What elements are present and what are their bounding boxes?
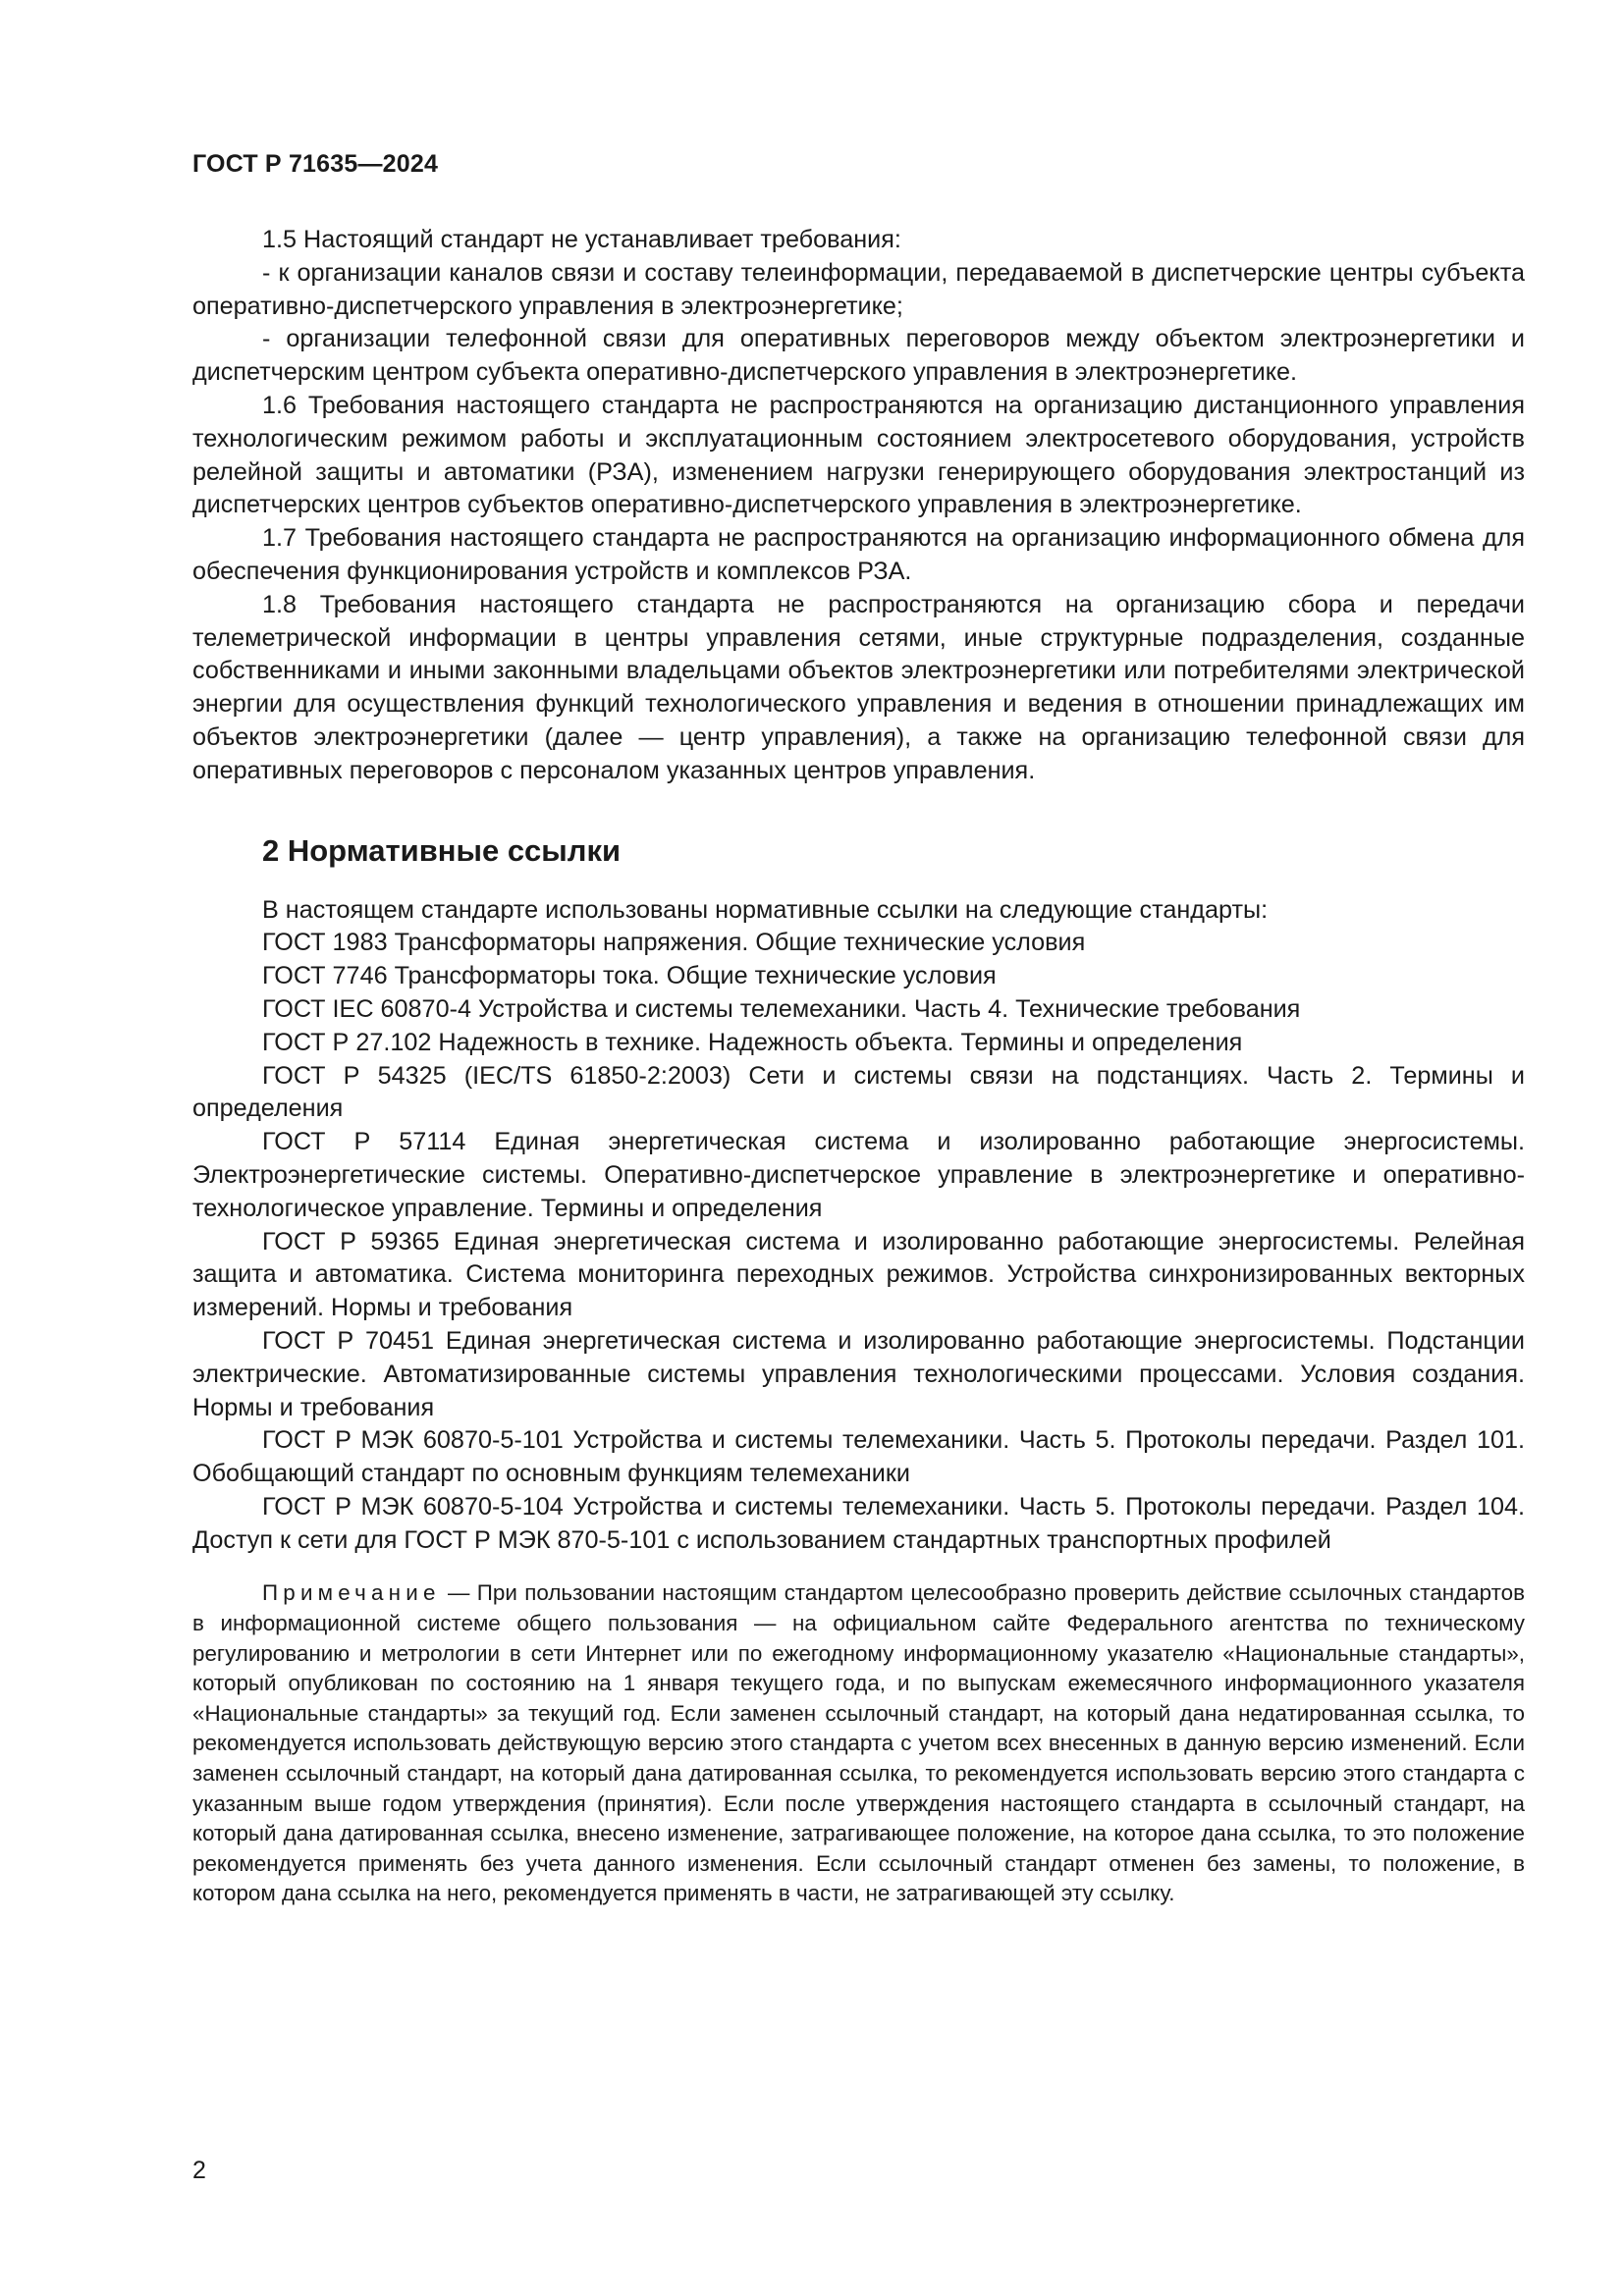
note-text: — При пользовании настоящим стандартом целесообразно проверить действие ссылочных стандартов в информационной системе общего пользования — на официальном сайте Федерального агентства по техническому регулированию и метрологии в сети Интернет или по ежегодному информационному указателю «Национальные стандарты», который опубликован по состоянию на 1 января текущего года, и по выпускам ежемесячного информационного указателя «Национальные стандарты» за текущий год. Если заменен ссылочный стандарт, на который дана недатированная ссылка, то рекомендуется использовать действующую версию этого стандарта с учетом всех внесенных в данную версию изменений. Если заменен ссылочный стандарт, на который дана датированная ссылка, то рекомендуется использовать версию этого стандарта с указанным выше годом утверждения (принятия). Если после утверждения настоящего стандарта в ссылочный стандарт, на который дана датированная ссылка, внесено изменение, затрагивающее положение, на которое дана ссылка, то это положение рекомендуется применять без учета данного изменения. Если ссылочный стандарт отменен без замены, то положение, в котором дана ссылка на него, рекомендуется применять в части, не затрагивающей эту ссылку. [192,1580,1525,1906]
reference-item: ГОСТ Р МЭК 60870-5-101 Устройства и системы телемеханики. Часть 5. Протоколы передачи. Раздел 101. Обобщающий стандарт по основным функциям телемеханики [192,1426,1525,1488]
paragraph-1-8: 1.8 Требования настоящего стандарта не распространяются на организацию сбора и передачи телеметрической информации в центры управления сетями, иные структурные подразделения, созданные собственниками и иными законными владельцами объектов электроэнергетики или потребителями электрической энергии для осуществления функций технологического управления и ведения в отношении принадлежащих им объектов электроэнергетики (далее — центр управления), а также на организацию телефонной связи для оперативных переговоров с персоналом указанных центров управления. [192,590,1525,784]
note-paragraph [192,1578,1525,1909]
reference-item: ГОСТ Р 27.102 Надежность в технике. Надежность объекта. Термины и определения [262,1028,1243,1056]
note-label: Примечание [262,1580,441,1606]
references-intro: В настоящем стандарте использованы нормативные ссылки на следующие стандарты: [262,895,1269,924]
paragraph-1-6: 1.6 Требования настоящего стандарта не распространяются на организацию дистанционного управления технологическим режимом работы и эксплуатационным состоянием электросетевого оборудования, устройств релейной защиты и автоматики (РЗА), изменением нагрузки генерирующего оборудования электростанций из диспетчерских центров субъектов оперативно-диспетчерского управления в электроэнергетике. [192,391,1525,519]
reference-item: ГОСТ Р 54325 (IEC/TS 61850-2:2003) Сети и системы связи на подстанциях. Часть 2. Термины и определения [192,1061,1525,1123]
paragraph-1-5-item-b: - организации телефонной связи для оперативных переговоров между объектом электроэнергетики и диспетчерским центром субъекта оперативно-диспетчерского управления в электроэнергетике. [192,325,1525,387]
section-2-title: 2 Нормативные ссылки [262,832,622,868]
reference-item: ГОСТ 7746 Трансформаторы тока. Общие технические условия [262,962,997,990]
reference-item: ГОСТ Р 70451 Единая энергетическая система и изолированно работающие энергосистемы. Подстанции электрические. Автоматизированные системы управления технологическими процессами. Условия создания. Нормы и требования [192,1326,1525,1421]
reference-item: ГОСТ Р 57114 Единая энергетическая система и изолированно работающие энергосистемы. Электроэнергетические системы. Оперативно-диспетчерское управление в электроэнергетике и оперативно-технологическое управление. Термины и определения [192,1128,1525,1222]
reference-item: ГОСТ IEC 60870-4 Устройства и системы телемеханики. Часть 4. Технические требования [262,994,1301,1023]
reference-item: ГОСТ Р МЭК 60870-5-104 Устройства и системы телемеханики. Часть 5. Протоколы передачи. Раздел 104. Доступ к сети для ГОСТ Р МЭК 870-5-101 с использованием стандартных транспортных профилей [192,1492,1525,1554]
paragraph-1-7: 1.7 Требования настоящего стандарта не распространяются на организацию информационного обмена для обеспечения функционирования устройств и комплексов РЗА. [192,524,1525,585]
paragraph-1-5: 1.5 Настоящий стандарт не устанавливает требования: [262,226,901,253]
page-content [192,224,1525,1909]
reference-item: ГОСТ Р 59365 Единая энергетическая система и изолированно работающие энергосистемы. Релейная защита и автоматика. Система мониторинга переходных режимов. Устройства синхронизированных векторных измерений. Нормы и требования [192,1227,1525,1322]
paragraph-1-5-item-a: - к организации каналов связи и составу телеинформации, передаваемой в диспетчерские центры субъекта оперативно-диспетчерского управления в электроэнергетике; [192,258,1525,320]
document-id-header: ГОСТ Р 71635—2024 [192,150,439,178]
reference-item: ГОСТ 1983 Трансформаторы напряжения. Общие технические условия [262,929,1086,957]
page-number: 2 [192,2157,206,2184]
